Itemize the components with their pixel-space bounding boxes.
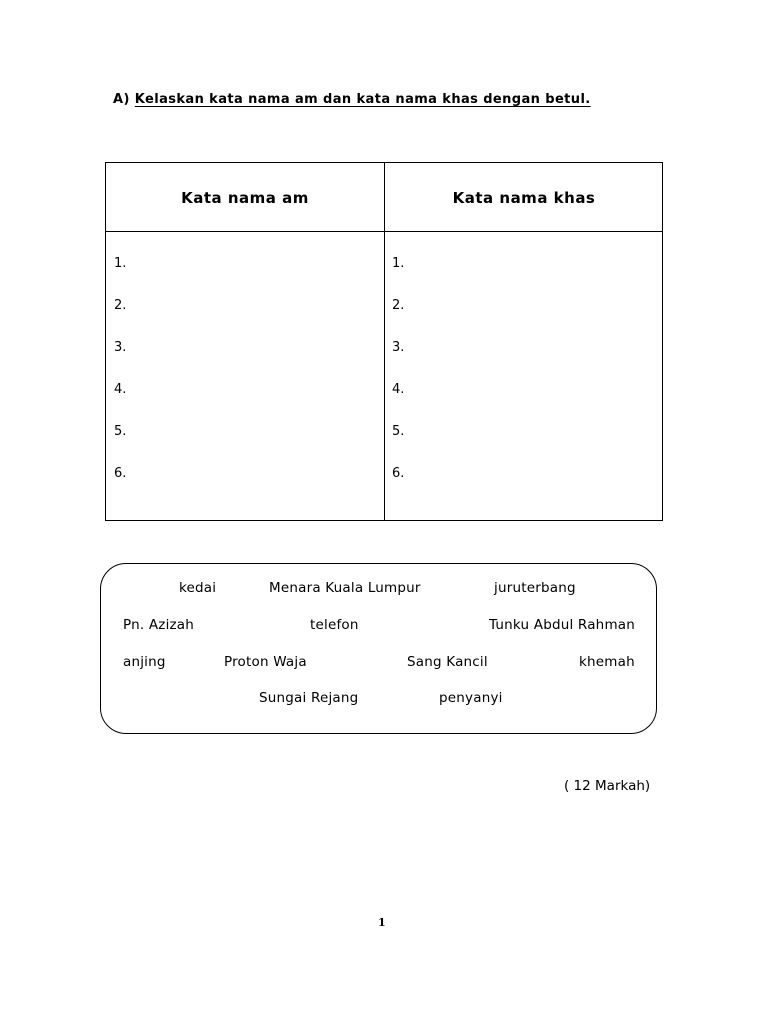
marks-label: ( 12 Markah): [564, 778, 651, 794]
word-bank-item: Sang Kancil: [407, 654, 488, 670]
word-bank-item: kedai: [179, 580, 217, 596]
am-answer-line[interactable]: 4.: [114, 382, 127, 397]
word-bank-item: Pn. Azizah: [123, 617, 195, 633]
am-answer-line[interactable]: 5.: [114, 424, 127, 439]
word-bank-item: penyanyi: [439, 690, 503, 706]
word-bank-item: Proton Waja: [224, 654, 307, 670]
word-bank-item: Tunku Abdul Rahman: [489, 617, 636, 633]
am-answer-line[interactable]: 6.: [114, 466, 127, 481]
column-divider: [384, 163, 385, 520]
khas-answer-line[interactable]: 4.: [392, 382, 405, 397]
header-divider: [106, 231, 662, 232]
word-bank-item: Sungai Rejang: [259, 690, 359, 706]
am-answer-line[interactable]: 1.: [114, 256, 127, 271]
khas-answer-line[interactable]: 1.: [392, 256, 405, 271]
am-answer-list: [114, 255, 126, 507]
khas-answer-list: [392, 255, 404, 507]
word-bank-item: anjing: [123, 654, 166, 670]
am-answer-line[interactable]: 2.: [114, 298, 127, 313]
word-bank-item: Menara Kuala Lumpur: [269, 580, 421, 596]
am-answer-line[interactable]: 3.: [114, 340, 127, 355]
khas-answer-line[interactable]: 5.: [392, 424, 405, 439]
word-bank-item: telefon: [310, 617, 359, 633]
header-kata-nama-am: Kata nama am: [181, 189, 309, 207]
word-bank-item: khemah: [579, 654, 635, 670]
khas-answer-line[interactable]: 3.: [392, 340, 405, 355]
question-instruction: [113, 92, 591, 107]
word-bank-box: [100, 563, 657, 734]
khas-answer-line[interactable]: 2.: [392, 298, 405, 313]
question-label: A): [113, 92, 130, 107]
page-number: 1: [378, 916, 386, 929]
word-bank-item: juruterbang: [494, 580, 576, 596]
header-kata-nama-khas: Kata nama khas: [452, 189, 596, 207]
classification-table: [105, 162, 663, 521]
khas-answer-line[interactable]: 6.: [392, 466, 405, 481]
question-text: Kelaskan kata nama am dan kata nama khas dengan betul.: [134, 92, 591, 107]
